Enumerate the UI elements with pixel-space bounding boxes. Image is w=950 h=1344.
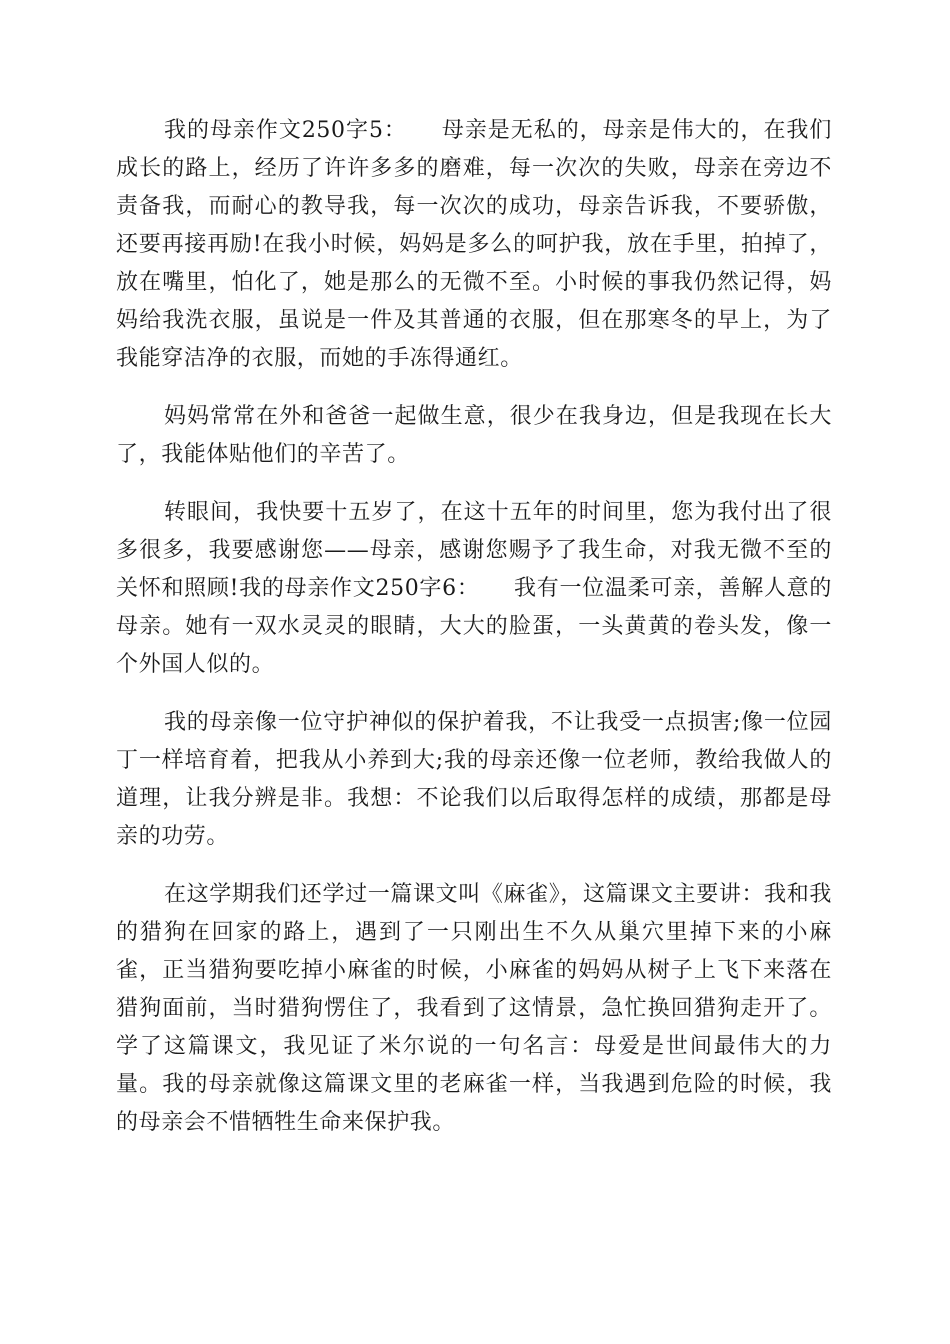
paragraph-5: 在这学期我们还学过一篇课文叫《麻雀》，这篇课文主要讲：我和我的猎狗在回家的路上，遇到了一只刚出生不久从巢穴里掉下来的小麻雀，正当猎狗要吃掉小麻雀的时候，小麻雀的妈妈从树子上飞下来落在猎狗面前，当时猎狗愣住了，我看到了这情景，急忙换回猎狗走开了。学了这篇课文，我见证了米尔说的一句名言：母爱是世间最伟大的力量。我的母亲就像这篇课文里的老麻雀一样，当我遇到危险的时候，我的母亲会不惜牺牲生命来保护我。 [116,882,832,1135]
paragraph-4: 我的母亲像一位守护神似的保护着我，不让我受一点损害;像一位园丁一样培育着，把我从小养到大;我的母亲还像一位老师，教给我做人的道理，让我分辨是非。我想：不论我们以后取得怎样的成绩，那都是母亲的功劳。 [116,710,832,849]
paragraph-1: 我的母亲作文250字5： 母亲是无私的，母亲是伟大的，在我们成长的路上，经历了许许多多的磨难，每一次次的失败，母亲在旁边不责备我，而耐心的教导我，每一次次的成功，母亲告诉我，不要骄傲，还要再接再励!在我小时候，妈妈是多么的呵护我，放在手里，拍掉了，放在嘴里，怕化了，她是那么的无微不至。小时候的事我仍然记得，妈妈给我洗衣服，虽说是一件及其普通的衣服，但在那寒冬的早上，为了我能穿洁净的衣服，而她的手冻得通红。 [116,118,832,371]
paragraph-2: 妈妈常常在外和爸爸一起做生意，很少在我身边，但是我现在长大了，我能体贴他们的辛苦了。 [116,404,832,467]
document-body [116,112,832,1162]
paragraph-3: 转眼间，我快要十五岁了，在这十五年的时间里，您为我付出了很多很多，我要感谢您——母亲，感谢您赐予了我生命，对我无微不至的关怀和照顾!我的母亲作文250字6： 我有一位温柔可亲，善解人意的母亲。她有一双水灵灵的眼睛，大大的脸蛋，一头黄黄的卷头发，像一个外国人似的。 [116,500,832,677]
